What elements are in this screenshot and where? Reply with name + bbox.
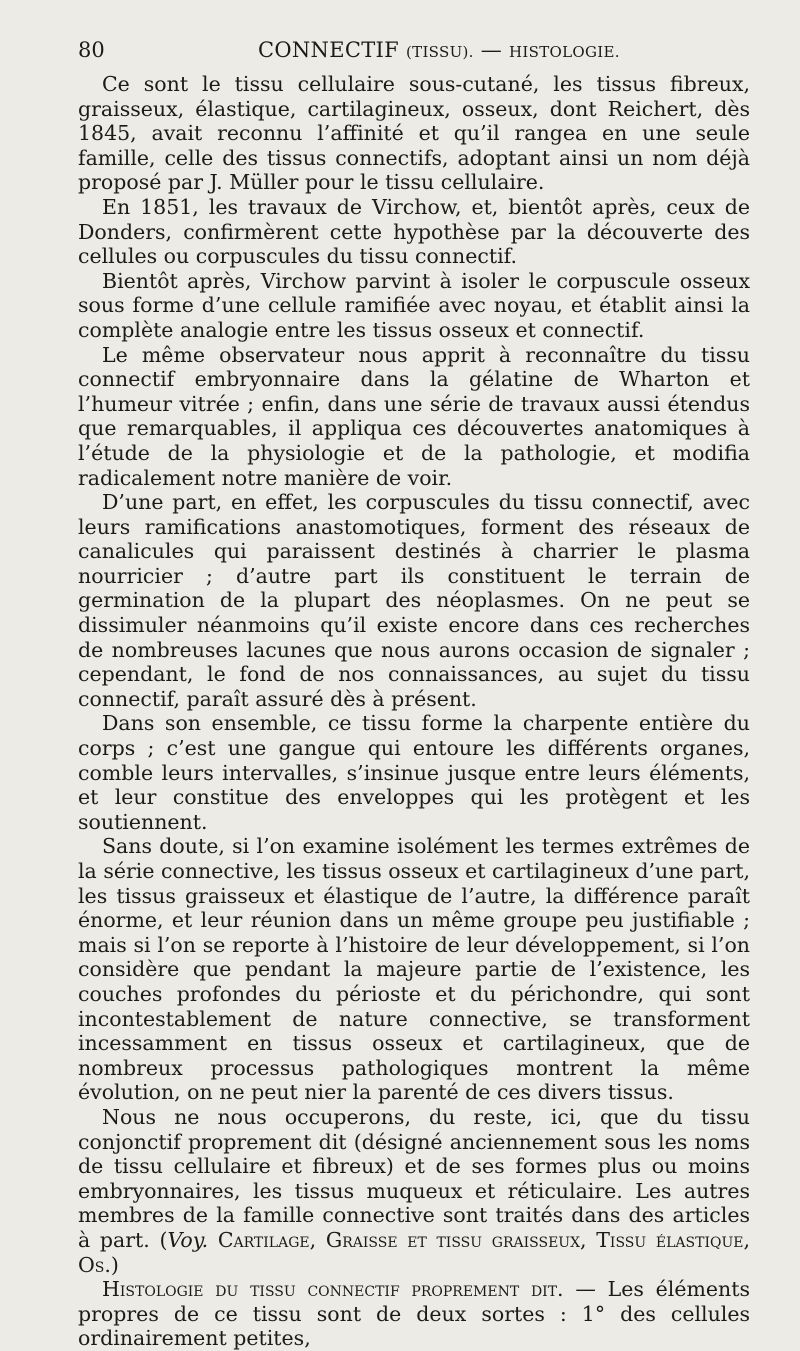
paragraph-cross-reference — [78, 1105, 750, 1277]
running-title-paren: (TISSU). — [406, 43, 474, 61]
running-title-section: HISTOLOGIE. — [509, 43, 620, 61]
paragraph-text: — Les éléments propres de ce tissu sont de deux sortes : 1° des cellules ordinairement petites, — [78, 1277, 751, 1351]
paragraph: Dans son ensemble, ce tissu forme la charpente entière du corps ; c’est une gangue qui entoure les différents organes, comble leurs intervalles, s’insinue jusque entre leurs éléments, et leur constitue des enveloppes qui les protègent et les soutiennent. — [78, 711, 750, 834]
paragraph-text: Nous ne nous occuperons, du reste, ici, que du tissu conjonctif proprement dit (désigné anciennement sous les noms de tissu cellulaire et fibreux) et de ses formes plus ou moins embryonnaires, les tissus muqueux et réticulaire. Les autres membres de la famille connective sont traités dans des articles à part. ( — [78, 1104, 750, 1252]
running-title-main: CONNECTIF — [258, 38, 400, 62]
paragraph-section — [78, 1277, 750, 1351]
closing-paren: ) — [110, 1252, 119, 1277]
body-text — [78, 72, 750, 1351]
running-header — [78, 38, 742, 68]
running-title — [258, 38, 620, 62]
paragraph: Bientôt après, Virchow parvint à isoler le corpuscule osseux sous forme d’une cellule ramifiée avec noyau, et établit ainsi la complète analogie entre les tissus osseux et connectif. — [78, 268, 750, 342]
paragraph: En 1851, les travaux de Virchow, et, bientôt après, ceux de Donders, confirmèrent cette hypothèse par la découverte des cellules ou corpuscules du tissu connectif. — [78, 194, 750, 269]
running-title-dash: — — [480, 38, 503, 62]
paragraph: Le même observateur nous apprit à reconnaître du tissu connectif embryonnaire dans la gélatine de Wharton et l’humeur vitrée ; enfin, dans une série de travaux aussi étendus que remarquables, il appliqua ces découvertes anatomiques à l’étude de la physiologie et de la pathologie, et modifia radicalement notre manière de voir. — [78, 342, 750, 490]
cross-references: Cartilage, Graisse et tissu graisseux, Tissu élastique, Os. — [78, 1227, 750, 1277]
paragraph: Sans doute, si l’on examine isolément les termes extrêmes de la série connective, les tissus osseux et cartilagineux d’une part, les tissus graisseux et élastique de l’autre, la différence paraît énorme, et leur réunion dans un même groupe peu justifiable ; mais si l’on se reporte à l’histoire de leur développement, si l’on considère que pendant la majeure partie de l’existence, les couches profondes du périoste et du périchondre, qui sont incontestablement de nature connective, se transforment incessamment en tissus osseux et cartilagineux, que de nombreux processus pathologiques montrent la même évolution, on ne peut nier la parenté de ces divers tissus. — [78, 834, 750, 1105]
voy-abbreviation: Voy. — [167, 1227, 209, 1252]
paragraph: Ce sont le tissu cellulaire sous-cutané, les tissus fibreux, graisseux, élastique, cartilagineux, osseux, dont Reichert, dès 1845, avait reconnu l’affinité et qu’il rangea en une seule famille, celle des tissus connectifs, adoptant ainsi un nom déjà proposé par J. Müller pour le tissu cellulaire. — [78, 72, 750, 195]
page-number: 80 — [78, 38, 105, 62]
paragraph: D’une part, en effet, les corpuscules du tissu connectif, avec leurs ramifications anastomotiques, forment des réseaux de canalicules qui paraissent destinés à charrier le plasma nourricier ; d’autre part ils constituent le terrain de germination de la plupart des néoplasmes. On ne peut se dissimuler néanmoins qu’il existe encore dans ces recherches de nombreuses lacunes que nous aurons occasion de signaler ; cependant, le fond de nos connaissances, au sujet du tissu connectif, paraît assuré dès à présent. — [78, 490, 750, 711]
section-heading: Histologie du tissu connectif proprement dit. — [102, 1277, 564, 1302]
